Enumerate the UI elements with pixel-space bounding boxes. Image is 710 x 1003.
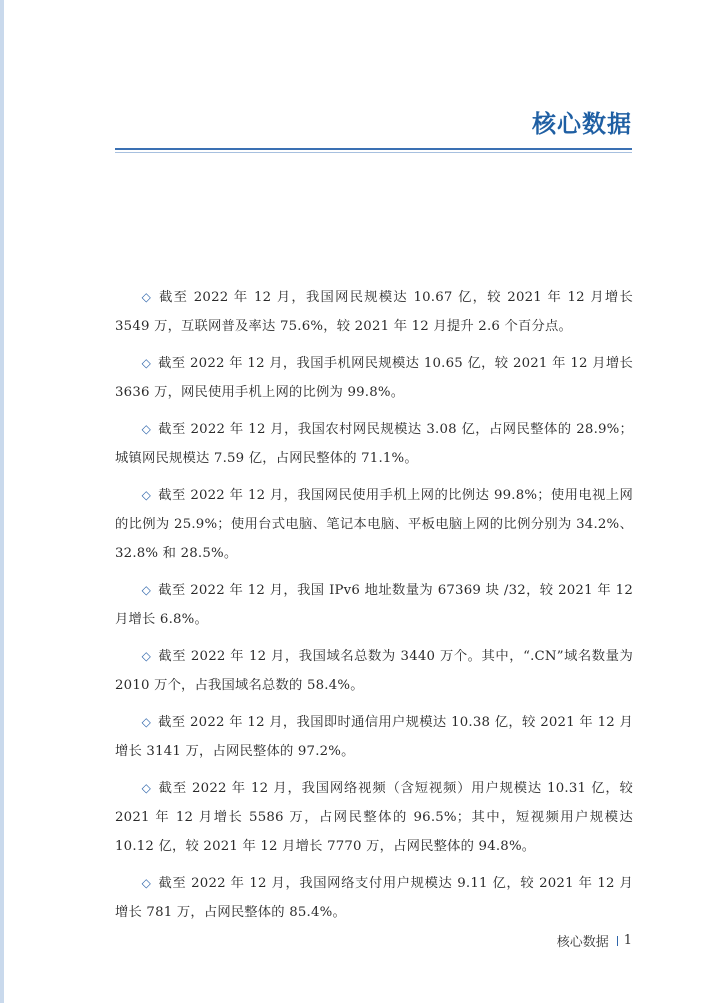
diamond-outline-icon: ◇ xyxy=(141,876,152,890)
diamond-outline-icon: ◇ xyxy=(141,422,152,436)
diamond-outline-icon: ◇ xyxy=(141,488,152,502)
list-item-text: 截至 2022 年 12 月，我国 IPv6 地址数量为 67369 块 /32，较 2021 年 12 月增长 6.8%。 xyxy=(115,583,633,627)
list-item xyxy=(115,283,633,341)
list-item-text: 截至 2022 年 12 月，我国即时通信用户规模达 10.38 亿，较 2021 年 12 月增长 3141 万，占网民整体的 97.2%。 xyxy=(115,715,633,759)
list-item xyxy=(115,774,633,861)
title-underline xyxy=(115,148,632,150)
list-item-text: 截至 2022 年 12 月，我国域名总数为 3440 万个。其中，“.CN”域名数量为 2010 万个，占我国域名总数的 58.4%。 xyxy=(115,649,633,693)
list-item-text: 截至 2022 年 12 月，我国网络视频（含短视频）用户规模达 10.31 亿，较 2021 年 12 月增长 5586 万，占网民整体的 96.5%；其中，短视频用户规模达 10.12 亿，较 2021 年 12 月增长 7770 万，占网民整体的 94.8%。 xyxy=(115,781,633,854)
list-item xyxy=(115,708,633,766)
page-footer xyxy=(557,931,632,950)
footer-divider xyxy=(617,936,618,946)
list-item-text: 截至 2022 年 12 月，我国网民规模达 10.67 亿，较 2021 年 12 月增长 3549 万，互联网普及率达 75.6%，较 2021 年 12 月提升 2.6 个百分点。 xyxy=(115,290,633,334)
left-margin-rule xyxy=(0,0,4,1003)
list-item xyxy=(115,869,633,927)
list-item xyxy=(115,481,633,568)
diamond-outline-icon: ◇ xyxy=(141,356,152,370)
list-item xyxy=(115,576,633,634)
list-item xyxy=(115,642,633,700)
diamond-outline-icon: ◇ xyxy=(141,290,152,304)
list-item-text: 截至 2022 年 12 月，我国农村网民规模达 3.08 亿，占网民整体的 28.9%；城镇网民规模达 7.59 亿，占网民整体的 71.1%。 xyxy=(115,422,633,466)
list-item-text: 截至 2022 年 12 月，我国网民使用手机上网的比例达 99.8%；使用电视上网的比例为 25.9%；使用台式电脑、笔记本电脑、平板电脑上网的比例分别为 34.2%、32.8% 和 28.5%。 xyxy=(115,488,633,561)
page-number: 1 xyxy=(623,933,632,948)
list-item xyxy=(115,349,633,407)
diamond-outline-icon: ◇ xyxy=(141,649,152,663)
diamond-outline-icon: ◇ xyxy=(141,583,152,597)
key-data-list xyxy=(115,283,633,935)
title-underline-thin xyxy=(115,152,632,153)
diamond-outline-icon: ◇ xyxy=(141,781,152,795)
list-item-text: 截至 2022 年 12 月，我国网络支付用户规模达 9.11 亿，较 2021 年 12 月增长 781 万，占网民整体的 85.4%。 xyxy=(115,876,633,920)
list-item-text: 截至 2022 年 12 月，我国手机网民规模达 10.65 亿，较 2021 年 12 月增长 3636 万，网民使用手机上网的比例为 99.8%。 xyxy=(115,356,633,400)
diamond-outline-icon: ◇ xyxy=(141,715,152,729)
footer-section-label: 核心数据 xyxy=(556,935,609,950)
list-item xyxy=(115,415,633,473)
page-title: 核心数据 xyxy=(532,110,632,138)
